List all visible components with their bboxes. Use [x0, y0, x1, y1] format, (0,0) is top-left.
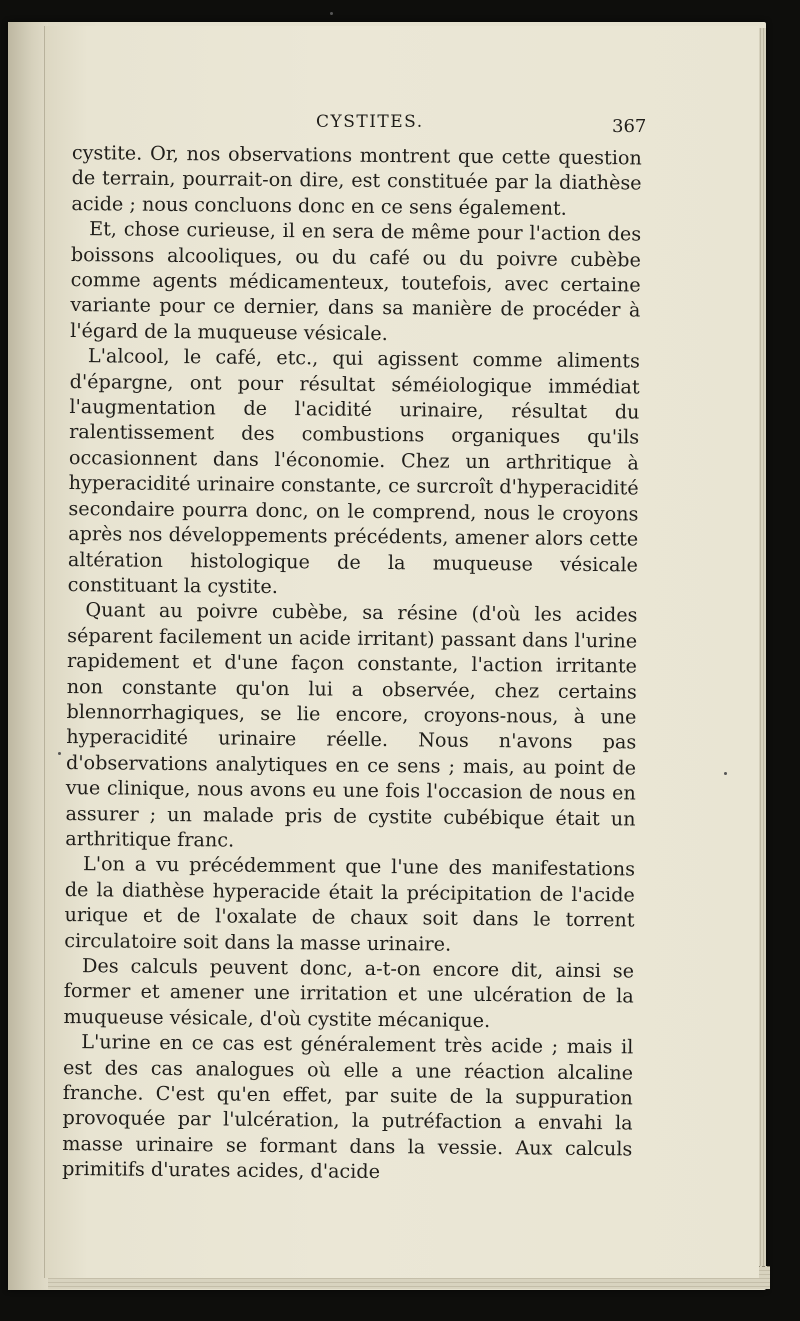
paragraph: L'alcool, le café, etc., qui agissent comme aliments d'épargne, ont pour résultat séméiologique immédiat l'augmentation de l'acidité urinaire, résultat du ralentissement des combustions organiques qu'ils occasionnent dans l'économie. Chez un arthritique à hyperacidité urinaire constante, ce surcroît d'hyperacidité secondaire pourra donc, on le comprend, nous le croyons après nos développements précédents, amener alors cette altération histologique de la muqueuse vésicale constituant la cystite.: [67, 344, 641, 598]
book-gutter-shadow: [8, 22, 48, 1290]
paragraph: Des calculs peuvent donc, a-t-on encore dit, ainsi se former et amener une irritation et une ulcération de la muqueuse vésicale, d'où cystite mécanique.: [63, 954, 635, 1032]
scan-speck: [724, 772, 727, 775]
scan-speck: [58, 752, 61, 755]
paragraph: L'on a vu précédemment que l'une des manifestations de la diathèse hyperacide était la précipitation de l'acide urique et de l'oxalate de chaux soit dans le torrent circulatoire soit dans la masse urinaire.: [64, 852, 636, 956]
paragraph: cystite. Or, nos observations montrent que cette question de terrain, pourrait-on dire, est constituée par la diathèse acide ; nous concluons donc en ce sens également.: [71, 140, 642, 220]
paragraph: L'urine en ce cas est généralement très acide ; mais il est des cas analogues où elle a une réaction alcaline franche. C'est qu'en effet, par suite de la suppuration provoquée par l'ulcération, la putréfaction a envahi la masse urinaire se formant dans la vessie. Aux calculs primitifs d'urates acides, d'acide: [62, 1030, 634, 1184]
paragraph: Quant au poivre cubèbe, sa résine (d'où les acides séparent facilement un acide irritant) passant dans l'urine rapidement et d'une façon constante, l'action irritante non constante qu'on lui a observée, chez certains blennorrhagiques, se lie encore, croyons-nous, à une hyperacidité urinaire réelle. Nous n'avons pas d'observations analytiques en ce sens ; mais, au point de vue clinique, nous avons eu une fois l'occasion de nous en assurer ; un malade pris de cystite cubébique était un arthritique franc.: [65, 598, 638, 852]
paragraph: Et, chose curieuse, il en sera de même pour l'action des boissons alcooliques, ou du café ou du poivre cubèbe comme agents médicamenteux, toutefois, avec certaine variante pour ce dernier, dans sa manière de procéder à l'égard de la muqueuse vésicale.: [70, 217, 642, 345]
page-number: 367: [612, 116, 647, 137]
running-title: CYSTITES.: [316, 112, 424, 132]
scan-speck: [330, 12, 333, 15]
running-head: [0, 112, 800, 136]
body-text: [62, 140, 642, 1187]
